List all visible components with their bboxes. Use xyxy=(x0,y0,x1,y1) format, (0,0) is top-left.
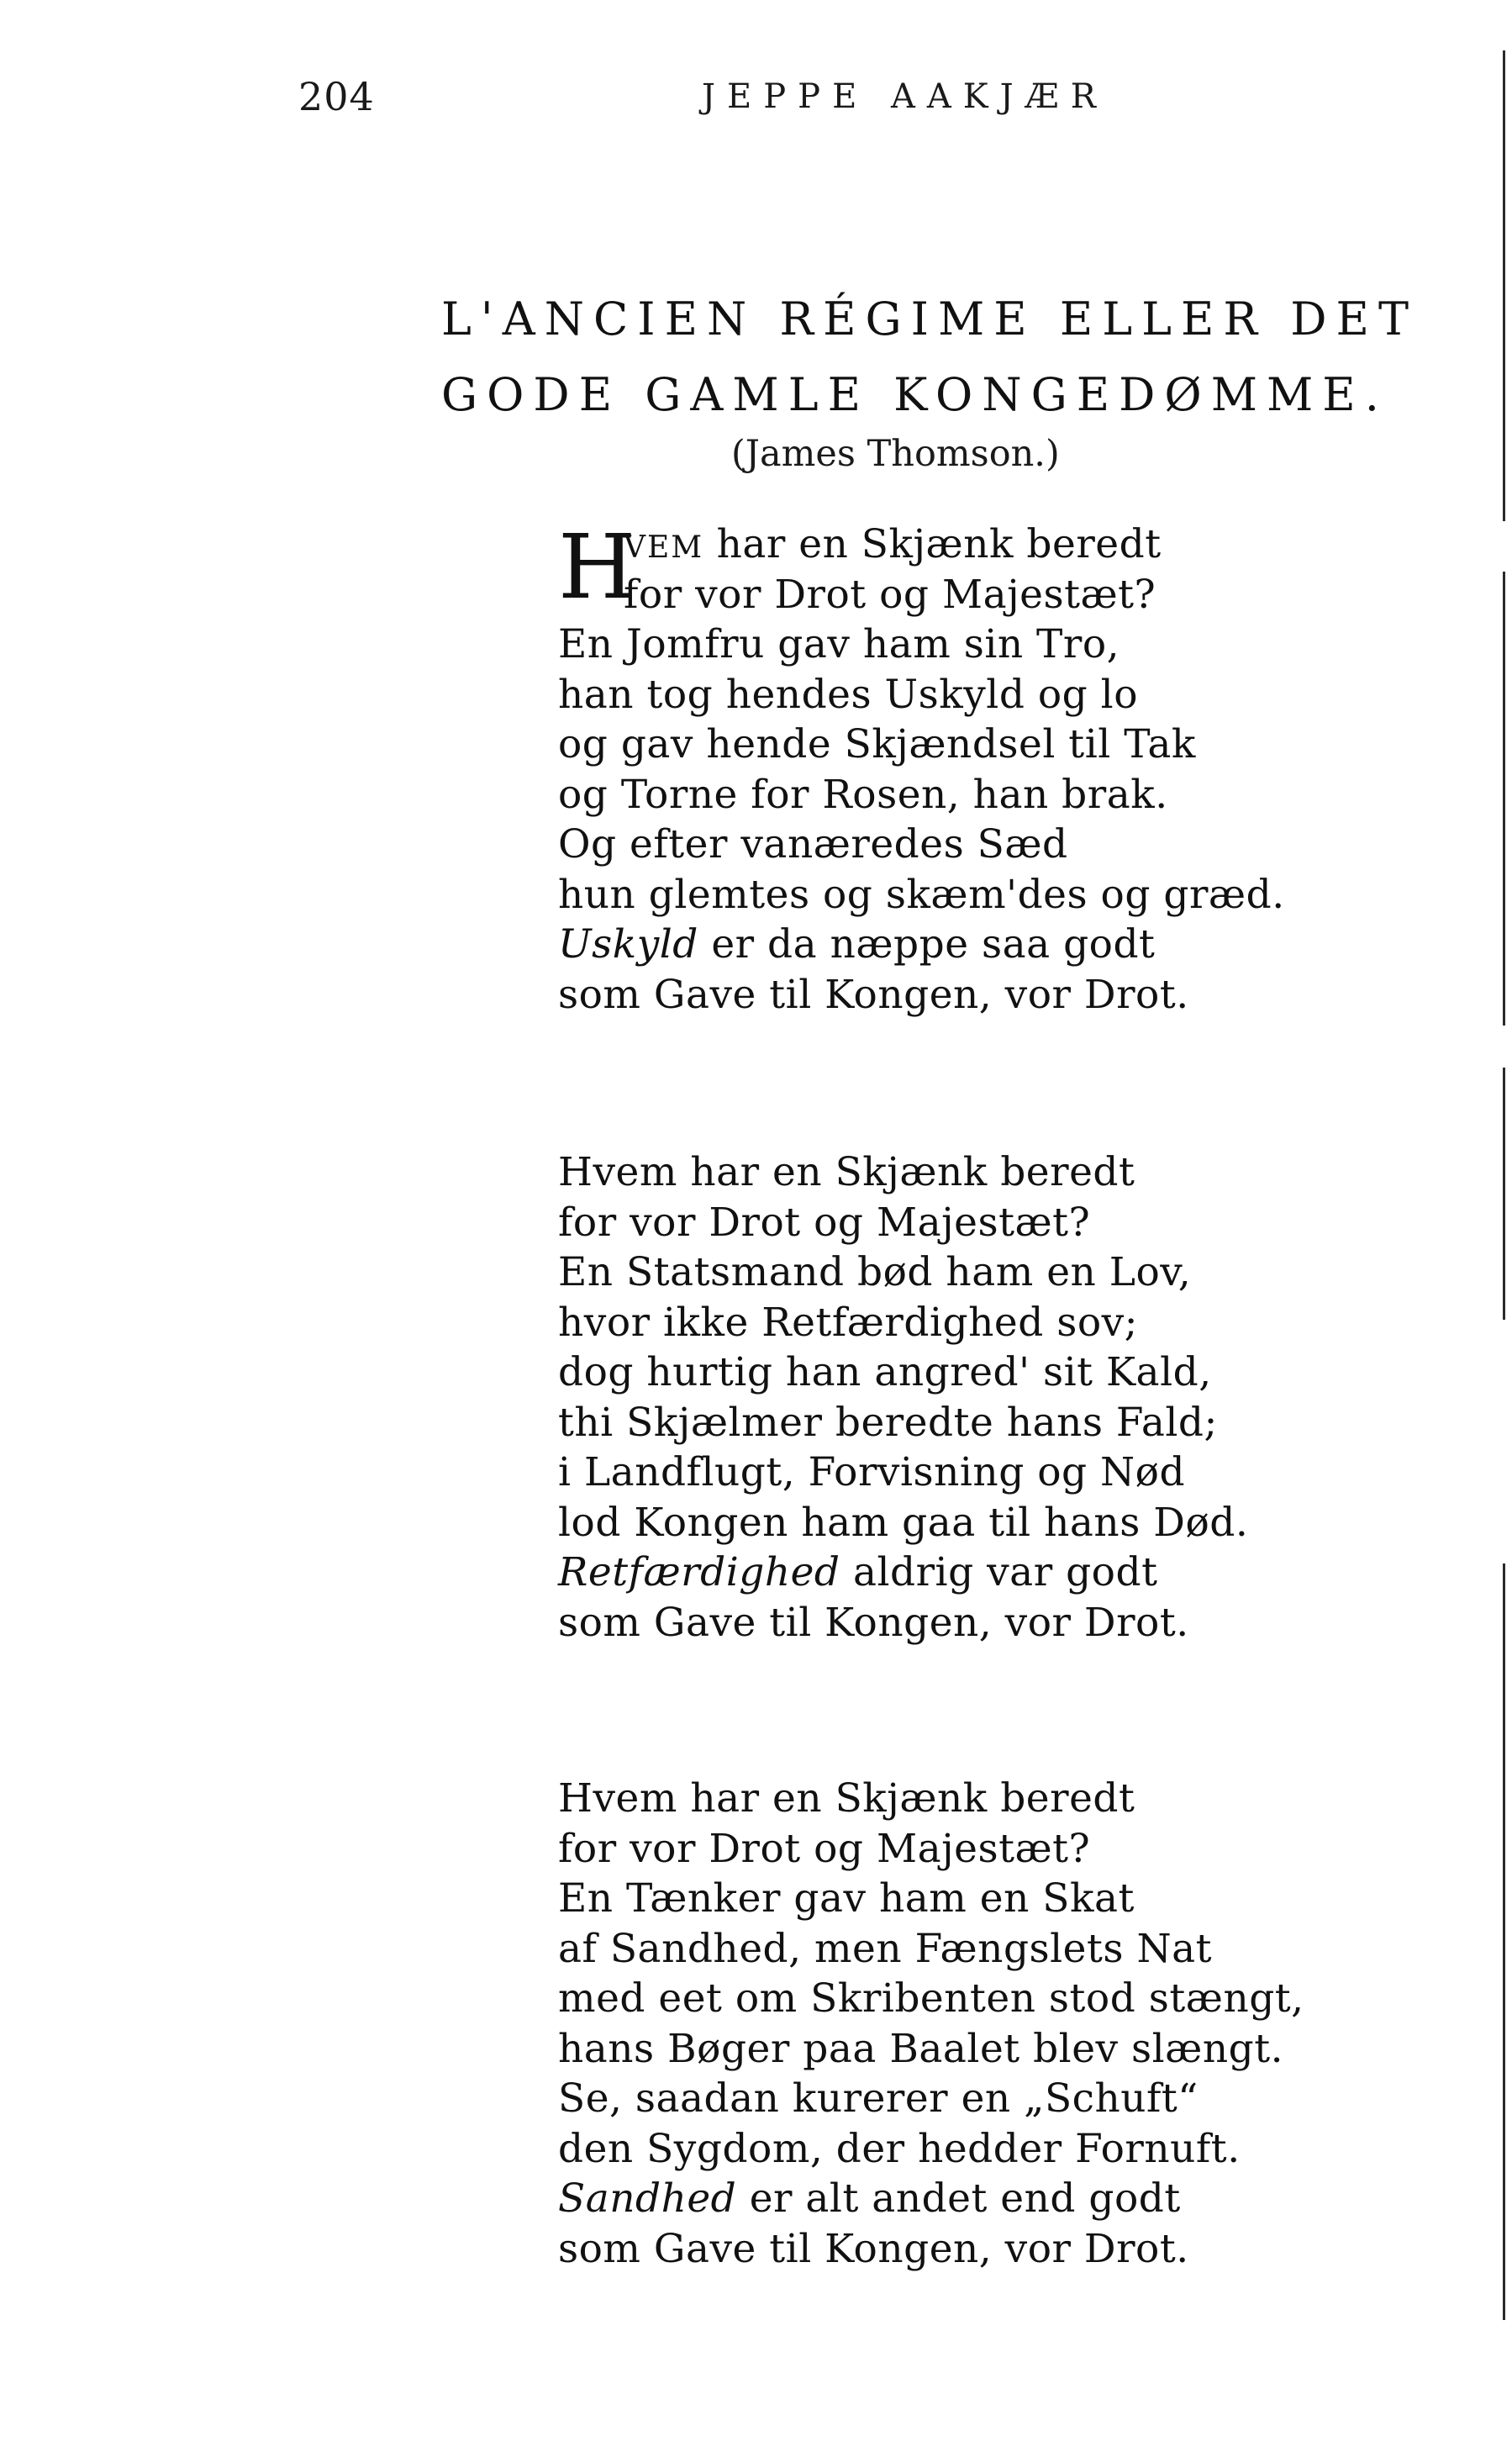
poem-title-line-1: L'ANCIEN RÉGIME ELLER DET xyxy=(441,293,1418,345)
stanza-line: han tog hendes Uskyld og lo xyxy=(558,671,1138,718)
stanza-line: i Landflugt, Forvisning og Nød xyxy=(558,1449,1186,1495)
stanza-line: og gav hende Skjændsel til Tak xyxy=(558,721,1196,767)
poem-attribution: (James Thomson.) xyxy=(731,433,1060,475)
stanza-closing-line: som Gave til Kongen, vor Drot. xyxy=(558,2225,1189,2272)
stanza-line: af Sandhed, men Fængslets Nat xyxy=(558,1925,1212,1972)
moral-rest: er da næppe saa godt xyxy=(698,921,1156,968)
first-line-rest: har en Skjænk beredt xyxy=(703,521,1162,567)
stanza-line: Hvem har en Skjænk beredt xyxy=(558,1775,1135,1822)
running-head: JEPPE AAKJÆR xyxy=(702,77,1108,116)
page-header xyxy=(0,74,1512,124)
moral-italic-word: Uskyld xyxy=(558,921,698,968)
poem-title xyxy=(441,282,1450,433)
first-word-smallcaps: VEM xyxy=(624,530,704,565)
stanza-moral-line xyxy=(558,2174,1304,2224)
stanza-line: thi Skjælmer beredte hans Fald; xyxy=(558,1399,1218,1446)
scan-edge-line xyxy=(1503,1068,1505,1320)
stanza-line: Og efter vanæredes Sæd xyxy=(558,821,1068,867)
stanza-line: med eet om Skribenten stod stængt, xyxy=(558,1975,1304,2022)
stanza-line: den Sygdom, der hedder Fornuft. xyxy=(558,2125,1241,2172)
stanza-line: Se, saadan kurerer en „Schuft“ xyxy=(558,2075,1199,2122)
moral-italic-word: Sandhed xyxy=(558,2175,737,2222)
moral-italic-word: Retfærdighed xyxy=(558,1549,840,1595)
stanza-closing-line: som Gave til Kongen, vor Drot. xyxy=(558,971,1189,1018)
stanza-line: hun glemtes og skæm'des og græd. xyxy=(558,871,1285,918)
stanza-line: En Statsmand bød ham en Lov, xyxy=(558,1249,1192,1295)
stanza-3 xyxy=(558,1774,1304,2274)
stanza-line: Hvem har en Skjænk beredt xyxy=(558,1149,1135,1195)
drop-cap: H xyxy=(558,515,636,619)
stanza-moral-line xyxy=(558,1548,1248,1598)
scan-edge-line xyxy=(1503,572,1505,1026)
stanza-line: og Torne for Rosen, han brak. xyxy=(558,771,1168,818)
moral-rest: er alt andet end godt xyxy=(736,2175,1181,2222)
stanza-moral-line xyxy=(558,920,1285,970)
page-number: 204 xyxy=(298,74,375,119)
stanza-1 xyxy=(558,515,1285,1020)
stanza-line: En Tænker gav ham en Skat xyxy=(558,1875,1135,1922)
stanza-line: dog hurtig han angred' sit Kald, xyxy=(558,1349,1212,1395)
stanza-line: En Jomfru gav ham sin Tro, xyxy=(558,621,1120,667)
stanza-line: for vor Drot og Majestæt? xyxy=(624,571,1156,618)
stanza-line: for vor Drot og Majestæt? xyxy=(558,1199,1091,1246)
moral-rest: aldrig var godt xyxy=(840,1549,1158,1595)
stanza-2 xyxy=(558,1147,1248,1648)
stanza-line: lod Kongen ham gaa til hans Død. xyxy=(558,1499,1249,1546)
stanza-closing-line: som Gave til Kongen, vor Drot. xyxy=(558,1599,1189,1646)
stanza-line: hvor ikke Retfærdighed sov; xyxy=(558,1299,1139,1346)
stanza-line: hans Bøger paa Baalet blev slængt. xyxy=(558,2025,1284,2072)
scan-edge-line xyxy=(1503,1563,1505,2320)
scan-edge-line xyxy=(1503,50,1505,521)
stanza-line: for vor Drot og Majestæt? xyxy=(558,1825,1091,1872)
poem-title-line-2: GODE GAMLE KONGEDØMME. xyxy=(441,368,1388,421)
